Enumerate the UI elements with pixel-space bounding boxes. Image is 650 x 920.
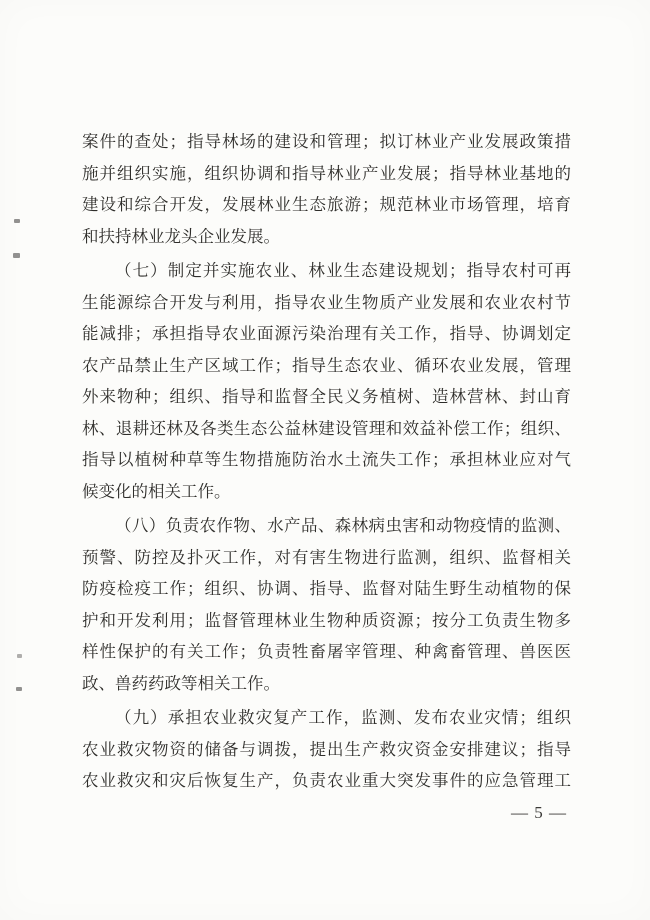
text-line: （九）承担农业救灾复产工作，监测、发布农业灾情；组织: [115, 708, 571, 727]
text-line: 指导以植树种草等生物措施防治水土流失工作；承担林业应对气: [82, 450, 571, 469]
scan-binding-mark: [14, 219, 20, 223]
text-line: 候变化的相关工作。: [82, 481, 231, 501]
text-line: 预警、防控及扑灭工作，对有害生物进行监测，组织、监督相关: [82, 547, 571, 567]
text-line: 农业救灾和灾后恢复生产，负责农业重大突发事件的应急管理工: [82, 771, 571, 790]
paragraph: [82, 510, 571, 699]
text-line: 建设和综合开发，发展林业生态旅游；规范林业市场管理，培育: [82, 195, 571, 214]
text-line: 施并组织实施，组织协调和指导林业产业发展；指导林业基地的: [82, 163, 571, 183]
text-line: 农业救灾物资的储备与调拨，提出生产救灾资金安排建议；指导: [82, 739, 571, 759]
scan-binding-mark: [16, 687, 22, 691]
text-line: 外来物种；组织、指导和监督全民义务植树、造林营林、封山育: [82, 387, 571, 406]
text-line: （七）制定并实施农业、林业生态建设规划；指导农村可再: [115, 261, 571, 280]
text-line: 防疫检疫工作；组织、协调、指导、监督对陆生野生动植物的保: [82, 579, 571, 598]
text-line: （八）负责农作物、水产品、森林病虫害和动物疫情的监测、: [115, 516, 571, 535]
paragraph: [82, 126, 571, 252]
text-line: 能减排；承担指导农业面源污染治理有关工作，指导、协调划定: [82, 324, 571, 343]
text-line: 生能源综合开发与利用，指导农业生物质产业发展和农业农村节: [82, 292, 571, 312]
paragraph: [82, 255, 571, 507]
text-line: 政、兽药药政等相关工作。: [82, 673, 280, 693]
text-line: 和扶持林业龙头企业发展。: [82, 226, 280, 246]
text-line: 护和开发利用；监督管理林业生物种质资源；按分工负责生物多: [82, 610, 571, 630]
text-line: 样性保护的有关工作；负责牲畜屠宰管理、种禽畜管理、兽医医: [82, 642, 571, 661]
scan-binding-mark: [17, 654, 22, 658]
page-number: — 5 —: [511, 803, 567, 822]
text-line: 林、退耕还林及各类生态公益林建设管理和效益补偿工作；组织、: [82, 418, 571, 438]
scan-binding-mark: [13, 253, 20, 258]
text-line: 案件的查处；指导林场的建设和管理；拟订林业产业发展政策措: [82, 132, 571, 151]
text-block: [82, 126, 571, 797]
paragraph: [82, 702, 571, 797]
text-line: 农产品禁止生产区域工作；指导生态农业、循环农业发展，管理: [82, 355, 571, 375]
